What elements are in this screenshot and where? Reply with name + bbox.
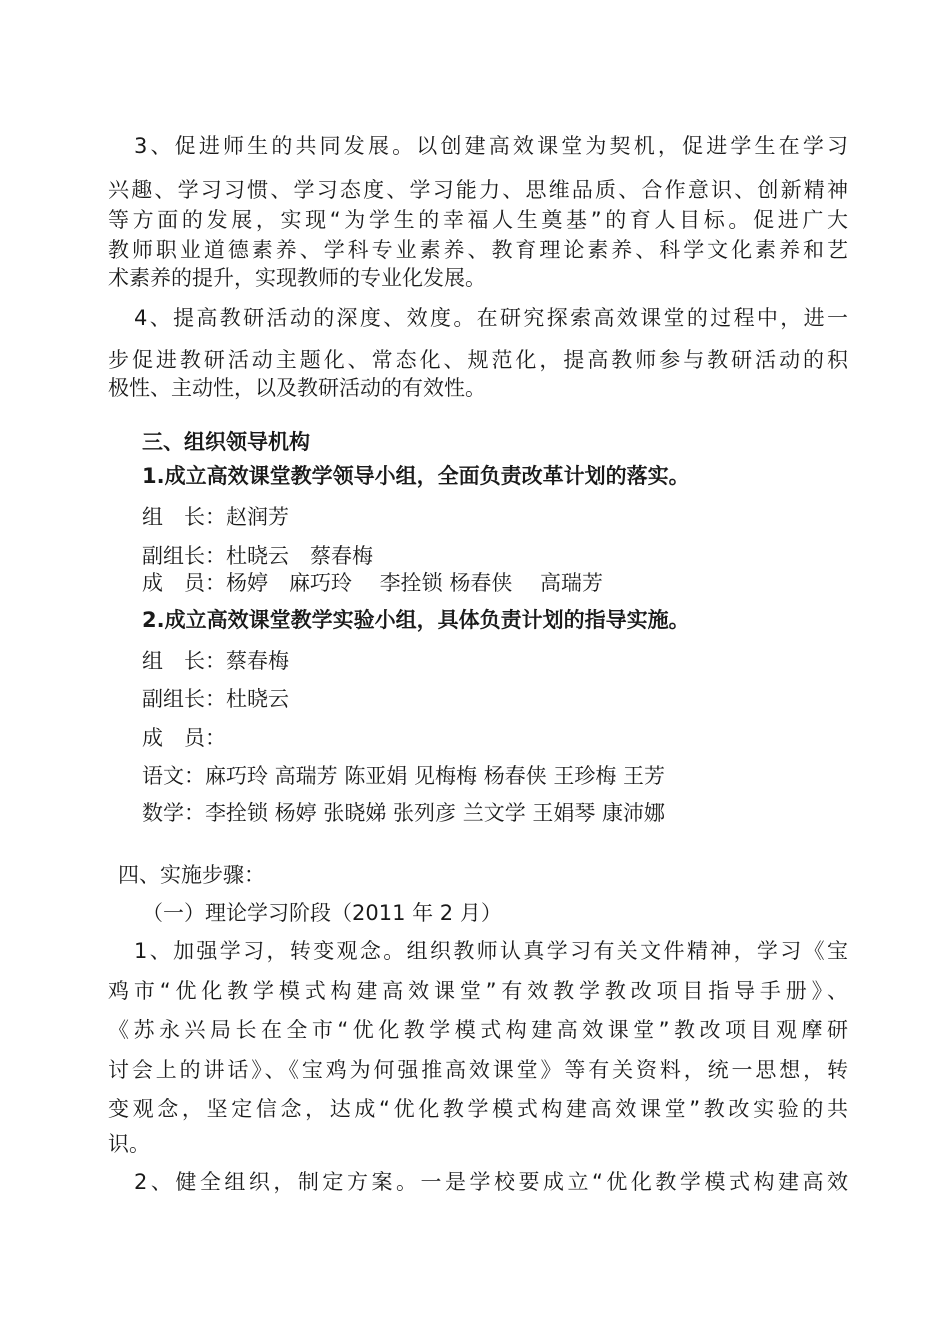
group-2-vice-leader: 副组长：杜晓云 bbox=[142, 687, 289, 711]
paragraph-3-line-2: 兴趣、学习习惯、学习态度、学习能力、思维品质、合作意识、创新精神 bbox=[108, 178, 848, 202]
paragraph-4-line-2: 步促进教研活动主题化、常态化、规范化，提高教师参与教研活动的积 bbox=[108, 348, 848, 372]
step-2-line-1: 2、健全组织，制定方案。一是学校要成立“优化教学模式构建高效 bbox=[134, 1170, 848, 1194]
step-1-line-4: 讨会上的讲话》、《宝鸡为何强推高效课堂》等有关资料，统一思想，转 bbox=[108, 1058, 848, 1082]
step-1-line-3: 《苏永兴局长在全市“优化教学模式构建高效课堂”教改项目观摩研 bbox=[108, 1018, 848, 1042]
step-1-line-6: 识。 bbox=[108, 1132, 150, 1156]
step-1-line-2: 鸡市“优化教学模式构建高效课堂”有效教学教改项目指导手册》、 bbox=[108, 979, 848, 1003]
group-2-chinese-members: 语文：麻巧玲 高瑞芳 陈亚娟 见梅梅 杨春侠 王珍梅 王芳 bbox=[142, 764, 666, 788]
phase-1-title: （一）理论学习阶段（2011 年 2 月） bbox=[142, 901, 502, 925]
section-4-title: 四、实施步骤： bbox=[118, 863, 265, 887]
paragraph-3-line-3: 等方面的发展，实现“为学生的幸福人生奠基”的育人目标。促进广大 bbox=[108, 208, 848, 232]
group-1-heading: 1.成立高效课堂教学领导小组，全面负责改革计划的落实。 bbox=[142, 464, 690, 488]
group-1-members: 成 员：杨婷 麻巧玲 李拴锁 杨春侠 高瑞芳 bbox=[142, 571, 604, 595]
paragraph-4-line-3: 极性、主动性，以及教研活动的有效性。 bbox=[108, 376, 486, 400]
section-3-title: 三、组织领导机构 bbox=[142, 430, 310, 454]
group-2-math-members: 数学：李拴锁 杨婷 张晓娣 张列彦 兰文学 王娟琴 康沛娜 bbox=[142, 801, 666, 825]
paragraph-3-line-5: 术素养的提升，实现教师的专业化发展。 bbox=[108, 266, 486, 290]
group-2-leader: 组 长：蔡春梅 bbox=[142, 649, 289, 673]
group-1-leader: 组 长：赵润芳 bbox=[142, 505, 289, 529]
step-1-line-1: 1、加强学习，转变观念。组织教师认真学习有关文件精神，学习《宝 bbox=[134, 939, 848, 963]
paragraph-3-line-4: 教师职业道德素养、学科专业素养、教育理论素养、科学文化素养和艺 bbox=[108, 238, 848, 262]
paragraph-4-line-1: 4、提高教研活动的深度、效度。在研究探索高效课堂的过程中，进一 bbox=[134, 306, 848, 330]
group-1-vice-leader: 副组长：杜晓云 蔡春梅 bbox=[142, 544, 373, 568]
paragraph-3-line-1: 3、促进师生的共同发展。以创建高效课堂为契机，促进学生在学习 bbox=[134, 134, 848, 158]
step-1-line-5: 变观念，坚定信念，达成“优化教学模式构建高效课堂”教改实验的共 bbox=[108, 1097, 848, 1121]
group-2-members-label: 成 员： bbox=[142, 726, 226, 750]
group-2-heading: 2.成立高效课堂教学实验小组，具体负责计划的指导实施。 bbox=[142, 608, 690, 632]
